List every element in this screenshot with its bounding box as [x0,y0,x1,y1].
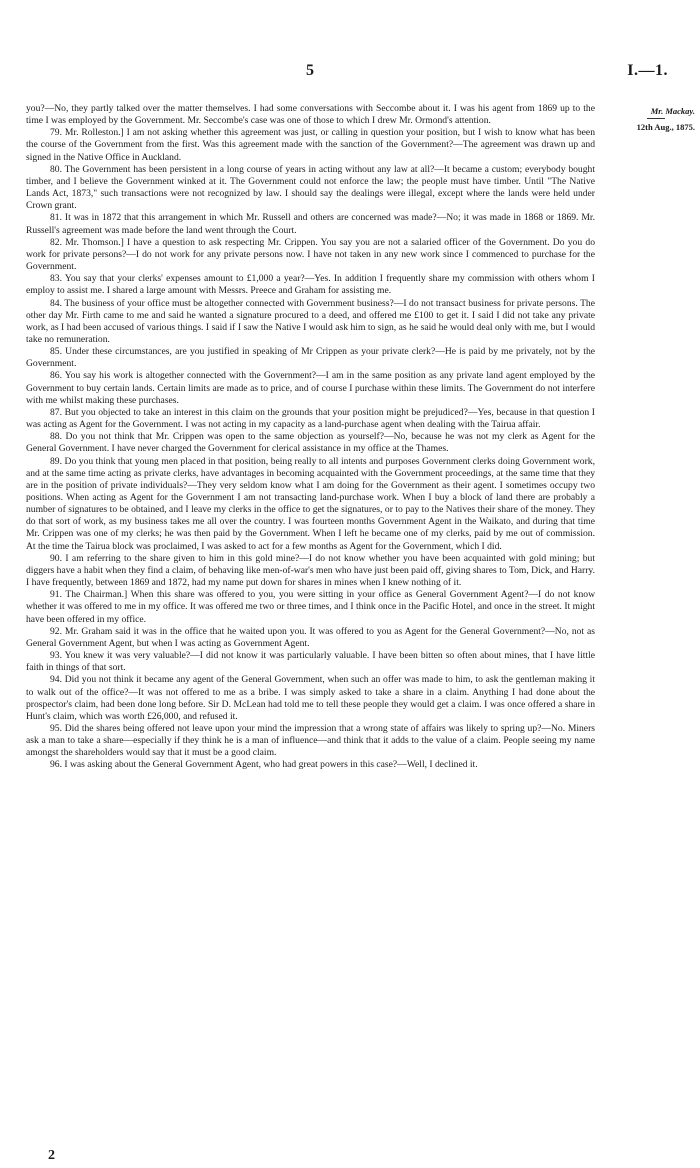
margin-rule [647,118,665,119]
paragraph: 92. Mr. Graham said it was in the office that he waited upon you. It was offered to you as Agent for the General Government?—No, not as General Government Agent, but when I was acting as Government Agent. [26,625,595,649]
page-number: 5 [306,62,314,79]
paragraph: 96. I was asking about the General Government Agent, who had great powers in this case?—Well, I declined it. [50,759,478,771]
paragraph: 80. The Government has been persistent in a long course of years in acting without any law at all?—It became a custom; everybody bought timber, and I believe the Government winked at it. The Government could not enforce the law; the people must have timber. Until "The Native Lands Act, 1873," such transactions were not recognized by law. I should say the dealings were illegal, except where the lands were held under Crown grant. [26,163,595,212]
paragraph: 85. Under these circumstances, are you justified in speaking of Mr Crippen as your private clerk?—He is paid by me privately, not by the Government. [26,346,595,370]
paragraph: 87. But you objected to take an interest in this claim on the grounds that your position might be prejudiced?—Yes, because in that question I was acting as Agent for the Government. I was not acting in my capacity as a land-purchase agent when dealing with the Tairua affair. [26,406,595,431]
paragraph: 91. The Chairman.] When this share was offered to you, you were sitting in your office as General Government Agent?—I do not know whether it was offered to me in my office. It was offered me two or three times, and I think once in the Pacific Hotel, and once in the street. It might have been offered in my office. [26,589,595,625]
paragraph: 94. Did you not think it became any agent of the General Government, when such an offer was made to him, to ask the gentleman making it to walk out of the office?—It was not offered to me as a bribe. I was simply asked to take a share in a claim. Anything I had done about the prospector's claim, had been done long before. Sir D. McLean had told me to tell these people they would get a claim. I was once offered a share in Hunt's claim, which was worth £26,000, and refused it. [26,674,595,722]
paragraph: 82. Mr. Thomson.] I have a question to ask respecting Mr. Crippen. You say you are not a salaried officer of the Government. Do you do work for private persons?—I do not work for any private persons now. I have not taken in any new work since I commenced to purchase for the Government. [26,236,595,273]
paragraph: 84. The business of your office must be altogether connected with Government business?—I do not transact business for private persons. The other day Mr. Firth came to me and said he wanted a signature procured to a deed, and offered me £100 to get it. I said I did not take any private work, as I had been accused of various things. I said if I saw the Native I would ask him to sign, as he said he would deal only with me, but I would take no remuneration. [26,297,595,345]
margin-date: 12th Aug., 1875. [636,122,695,132]
printer-signature: 2 [48,1148,55,1163]
paragraph: 79. Mr. Rolleston.] I am not asking whether this agreement was just, or calling in question your position, but I wish to know what has been the course of the Government from the first. Was this agreement made with the sanction of the Government?—The agreement was drawn up and signed in the Native Office in Auckland. [26,127,595,163]
paragraph: you?—No, they partly talked over the matter themselves. I had some conversations with Seccombe about it. I was his agent from 1869 up to the time I was employed by the Government. Mr. Seccombe's case was one of those to which I drew Mr. Ormond's attention. [26,103,595,127]
paragraph: 81. It was in 1872 that this arrangement in which Mr. Russell and others are concerned was made?—No; it was made in 1868 or 1869. Mr. Russell's agreement was made before the land went through the Court. [26,212,595,236]
paragraph: 93. You knew it was very valuable?—I did not know it was particularly valuable. I have been bitten so often about mines, that I have little faith in things of that sort. [26,650,595,674]
paper-reference: I.—1. [627,62,668,79]
margin-witness-name: Mr. Mackay. [650,106,695,116]
paragraph: 88. Do you not think that Mr. Crippen was open to the same objection as yourself?—No, because he was not my clerk as Agent for the General Government. I have never charged the Government for clerical assistance in my office at the Thames. [26,431,595,455]
paragraph: 95. Did the shares being offered not leave upon your mind the impression that a wrong state of affairs was likely to spring up?—No. Miners ask a man to take a share—especially if they think he is a man of influence—and think that it adds to the value of a claim. People seeing my name amongst the shareholders would say that it must be a good claim. [26,722,595,759]
paragraph: 86. You say his work is altogether connected with the Government?—I am in the same position as any private land agent employed by the Government to buy certain lands. Certain limits are made as to price, and of course I purchase within these limits. The Government do not interfere with me whilst making these purchases. [26,370,595,406]
margin-note [605,105,695,133]
paragraph: 89. Do you think that young men placed in that position, being really to all intents and purposes Government clerks doing Government work, and at the same time acting as private clerks, have advantages in becoming acquainted with the Government proceedings, at the same time that they are in the position of private individuals?—They very seldom know what I am doing for the Government as their agent. I sometimes occupy two positions. When acting as Agent for the Government I am not transacting land-purchase work. When I buy a block of land there are probably a number of signatures to be obtained, and I leave my clerks in the office to get the signatures, or to pay to the Natives their share of the money. They do that sort of work, as my business takes me all over the country. I was fourteen months Government Agent in the Waikato, and during that time Mr. Crippen was one of my clerks; he was then paid by the Government. When I left he became one of my clerks, paid by me out of commission. At the time the Tairua block was proclaimed, I was asked to act for a few months as Agent for the Government, which I did. [26,455,595,552]
paragraph: 90. I am referring to the share given to him in this gold mine?—I do not know whether you have been acquainted with gold mining; but diggers have a habit when they find a claim, of behaving like men-of-war's men who have just been paid off, giving shares to Tom, Dick, and Harry. I have frequently, between 1869 and 1872, had my name put down for shares in mines when I knew nothing of it. [26,552,595,589]
paragraph: 83. You say that your clerks' expenses amount to £1,000 a year?—Yes. In addition I frequently share my commission with others whom I employ to assist me. I shared a large amount with Messrs. Preece and Graham for assisting me. [26,273,595,297]
page-header [0,62,700,82]
body-text [26,103,595,772]
